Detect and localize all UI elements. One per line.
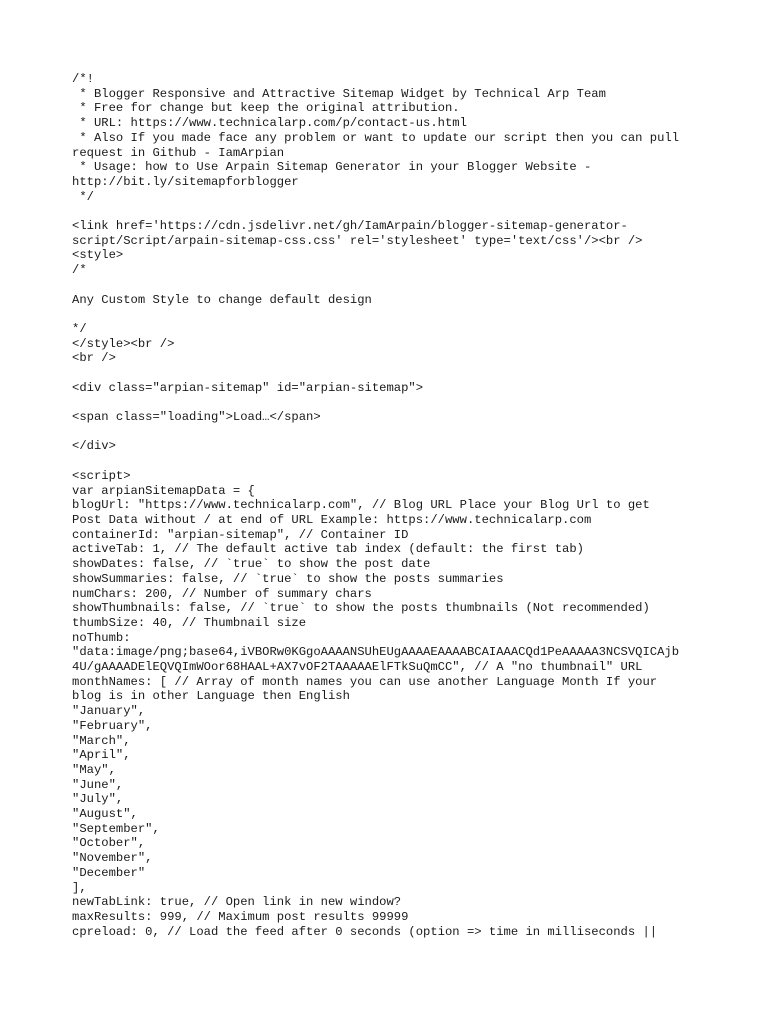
code-line: "October", [72,836,146,851]
code-line: showThumbnails: false, // `true` to show the posts thumbnails (Not recommended) [72,601,650,616]
code-line: containerId: "arpian-sitemap", // Container ID [72,527,409,542]
code-line: numChars: 200, // Number of summary chars [72,586,372,601]
code-line: http://bit.ly/sitemapforblogger [72,174,299,189]
code-line: <div class="arpian-sitemap" id="arpian-sitemap"> [72,380,424,395]
code-line: "August", [72,807,138,822]
code-line: "July", [72,792,124,807]
code-line: "January", [72,704,146,719]
code-line: "February", [72,718,153,733]
code-line: maxResults: 999, // Maximum post results 99999 [72,909,409,924]
code-line: <br /> [72,351,116,366]
code-line: Post Data without / at end of URL Example: https://www.technicalarp.com [72,512,592,527]
code-line: "May", [72,762,116,777]
code-line: /*! [72,72,94,86]
code-line: <style> [72,248,124,263]
code-line: </div> [72,439,116,454]
code-line: * URL: https://www.technicalarp.com/p/contact-us.html [72,116,467,131]
code-line: blogUrl: "https://www.technicalarp.com", // Blog URL Place your Blog Url to get [72,498,650,513]
code-line: request in Github - IamArpian [72,145,285,160]
blank-line [72,204,702,219]
code-line: * Blogger Responsive and Attractive Sitemap Widget by Technical Arp Team [72,86,606,101]
code-line: thumbSize: 40, // Thumbnail size [72,615,307,630]
code-line: blog is in other Language then English [72,689,350,704]
code-line: <span class="loading">Load…</span> [72,410,321,425]
document-page [72,72,702,939]
code-line: "November", [72,851,153,866]
code-line: ], [72,880,87,895]
code-line: "March", [72,733,131,748]
code-line: var arpianSitemapData = { [72,483,255,498]
code-line: * Also If you made face any problem or want to update our script then you can pull [72,130,680,145]
code-line: <link href='https://cdn.jsdelivr.net/gh/IamArpain/blogger-sitemap-generator- [72,219,628,234]
code-line: Any Custom Style to change default design [72,292,372,307]
code-line: "data:image/png;base64,iVBORw0KGgoAAAANSUhEUgAAAAEAAAABCAIAAACQd1PeAAAAA3NCSVQICAjb [72,645,680,660]
blank-line [72,454,702,469]
blank-line [72,425,702,440]
code-line: * Free for change but keep the original attribution. [72,101,460,116]
code-line: <script> [72,468,131,483]
code-line: /* [72,263,87,278]
code-line: activeTab: 1, // The default active tab index (default: the first tab) [72,542,584,557]
code-line: * Usage: how to Use Arpain Sitemap Generator in your Blogger Website - [72,160,592,175]
code-line: monthNames: [ // Array of month names you can use another Language Month If your [72,674,658,689]
code-line: noThumb: [72,630,131,645]
code-line: */ [72,189,94,204]
code-line: newTabLink: true, // Open link in new window? [72,895,402,910]
code-line: "April", [72,748,131,763]
blank-line [72,307,702,322]
code-line: "June", [72,777,124,792]
blank-line [72,395,702,410]
code-line: showSummaries: false, // `true` to show the posts summaries [72,571,504,586]
code-line: */ [72,321,87,336]
code-line: 4U/gAAAADElEQVQImWOor68HAAL+AX7vOF2TAAAAAElFTkSuQmCC", // A "no thumbnail" URL [72,660,643,675]
code-line: showDates: false, // `true` to show the post date [72,557,431,572]
code-line: cpreload: 0, // Load the feed after 0 seconds (option => time in milliseconds || [72,924,658,939]
code-line: script/Script/arpain-sitemap-css.css' rel='stylesheet' type='text/css'/><br /> [72,233,643,248]
blank-line [72,278,702,293]
blank-line [72,366,702,381]
code-line: "September", [72,821,160,836]
code-line: </style><br /> [72,336,175,351]
code-line: "December" [72,865,146,880]
